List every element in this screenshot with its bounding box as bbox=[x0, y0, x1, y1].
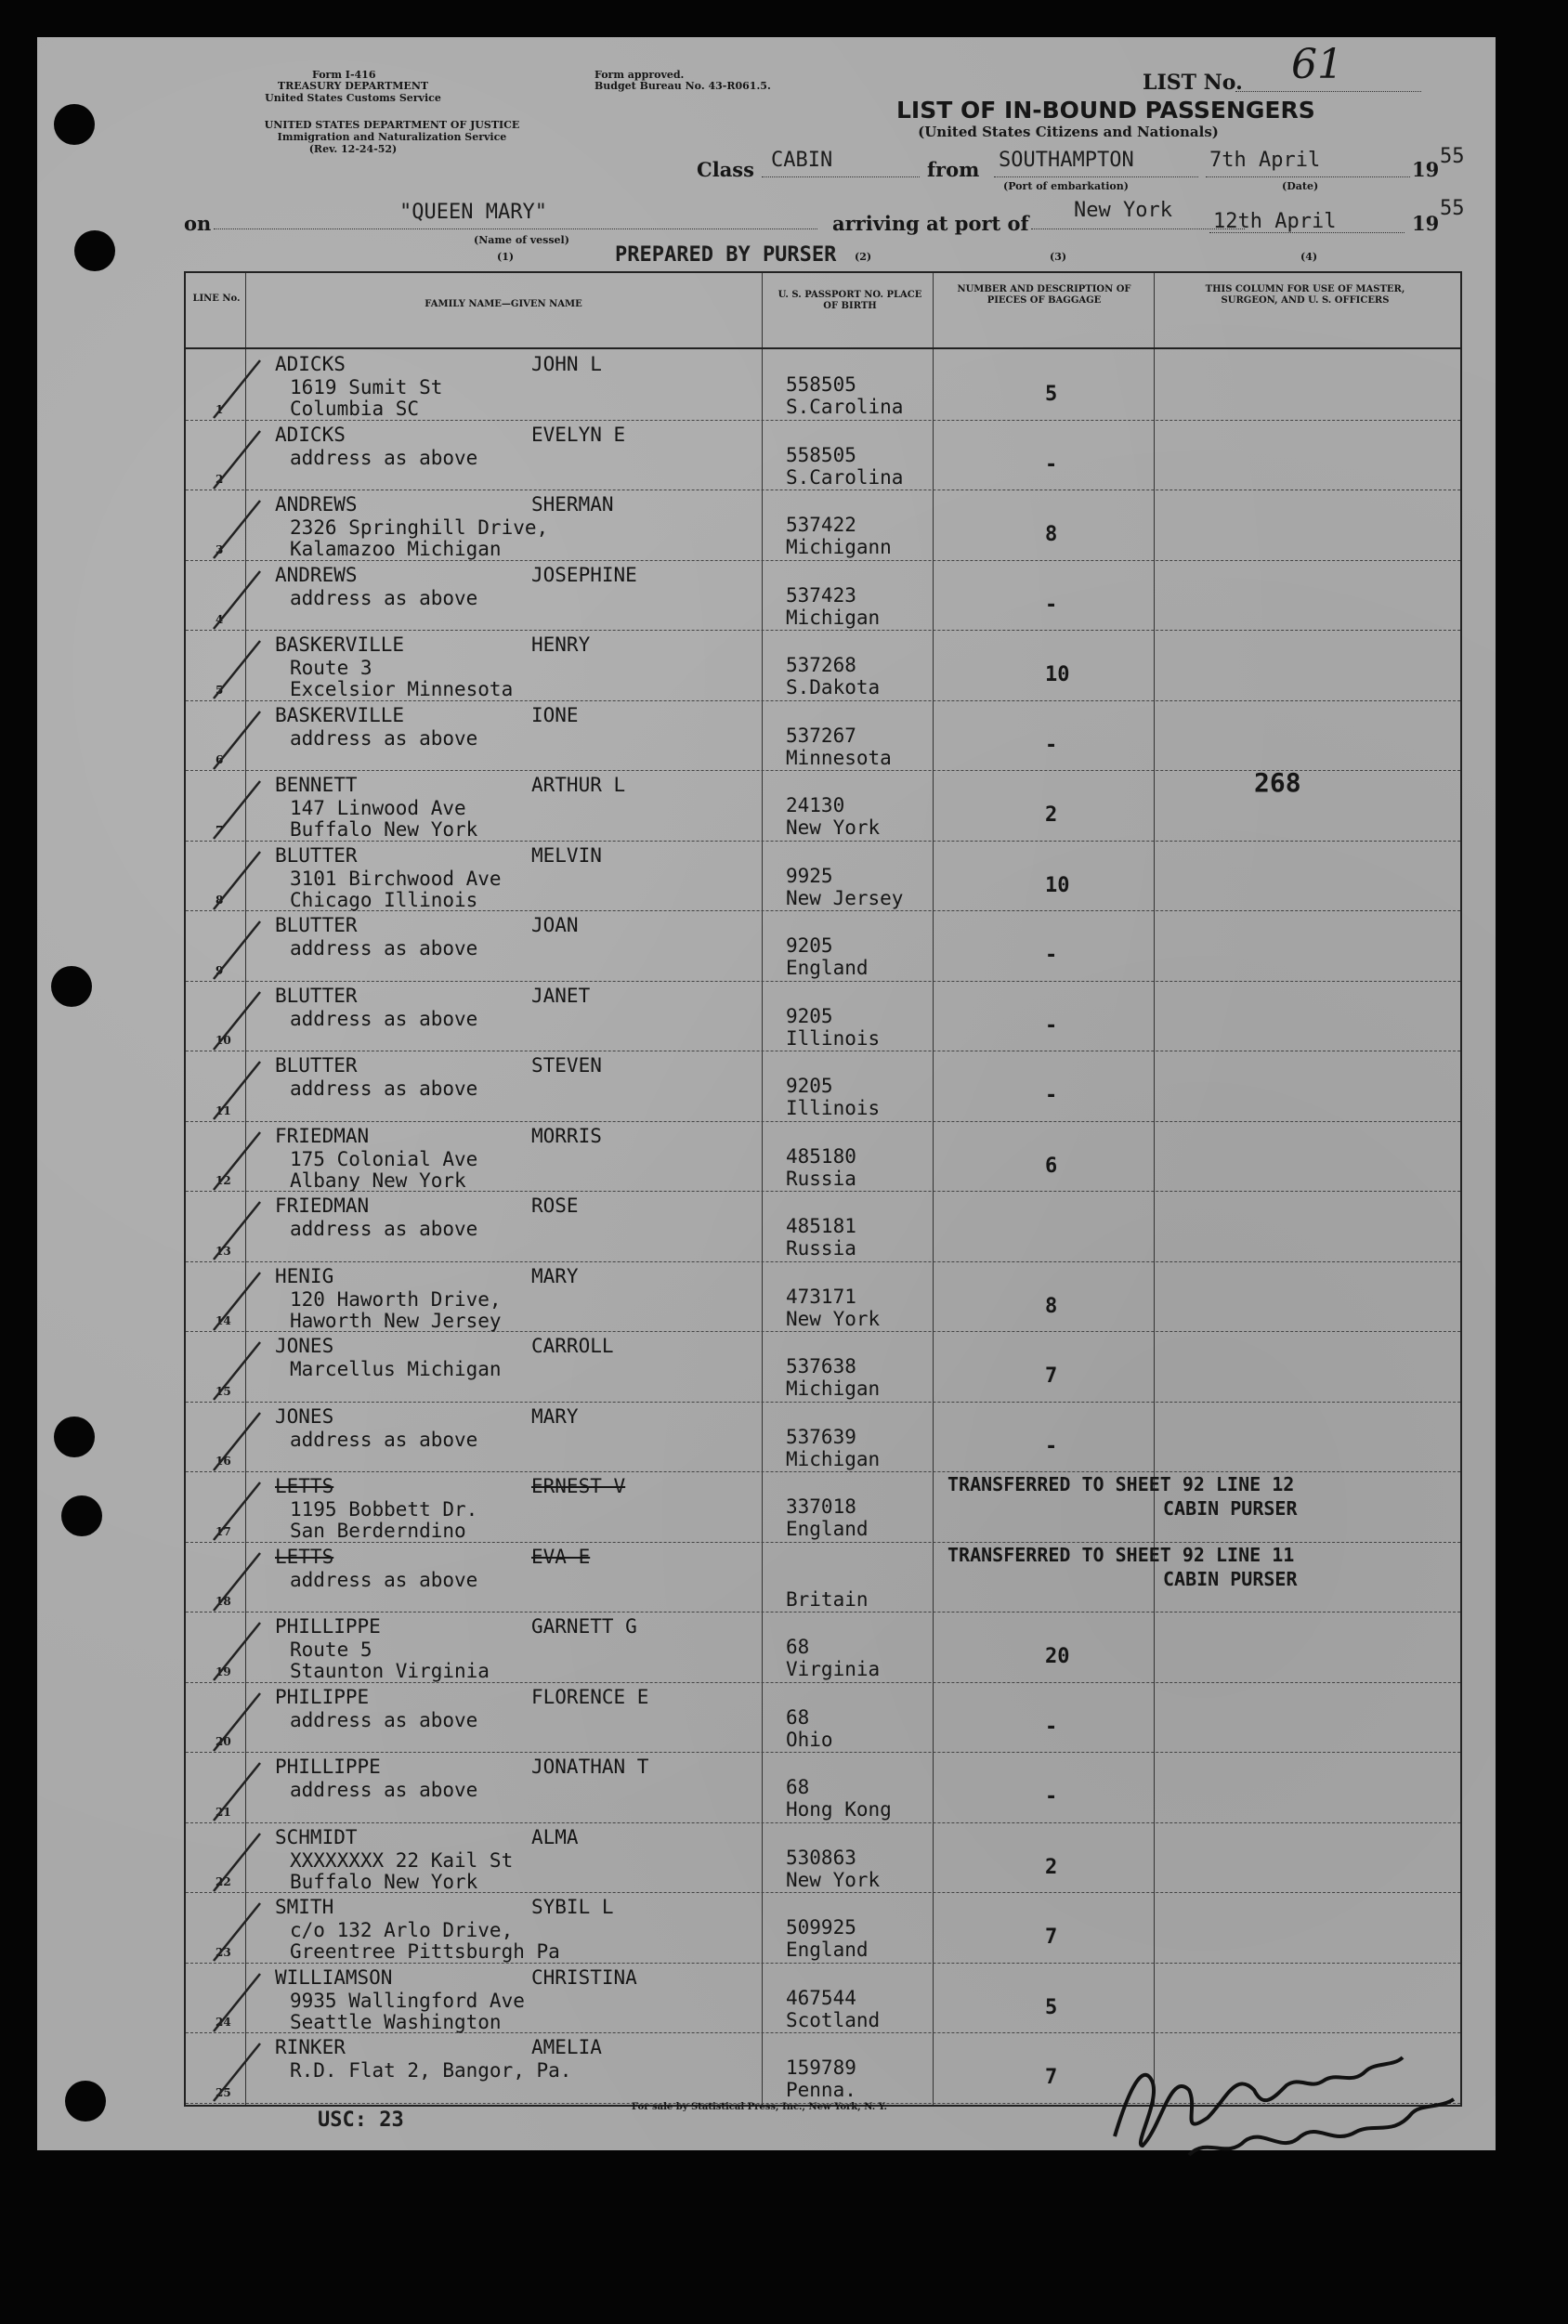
check-mark bbox=[195, 1475, 279, 1549]
baggage-count: - bbox=[1045, 733, 1058, 757]
given-name: ERNEST V bbox=[531, 1475, 626, 1497]
address-line-1: c/o 132 Arlo Drive, bbox=[290, 1919, 514, 1941]
line-number: 24 bbox=[216, 2016, 231, 2029]
passport-number: 337018 bbox=[786, 1495, 856, 1518]
family-name: WILLIAMSON bbox=[275, 1965, 393, 1989]
passport-number: 9205 bbox=[786, 934, 833, 957]
punch-hole bbox=[74, 230, 115, 271]
place-of-birth: Hong Kong bbox=[786, 1798, 892, 1821]
address-line-1: Marcellus Michigan bbox=[290, 1358, 502, 1380]
line-number: 2 bbox=[216, 473, 224, 486]
address-line-1: address as above bbox=[290, 1077, 478, 1100]
passenger-table bbox=[184, 271, 1462, 2107]
given-name: FLORENCE E bbox=[531, 1685, 649, 1708]
table-row bbox=[186, 1261, 1460, 1333]
check-mark bbox=[195, 2036, 279, 2110]
col-officers: THIS COLUMN FOR USE OF MASTER, SURGEON, AND U. S. OFFICERS bbox=[1205, 284, 1405, 306]
place-of-birth: Scotland bbox=[786, 2008, 881, 2031]
justice-dept: UNITED STATES DEPARTMENT OF JUSTICE bbox=[264, 119, 520, 131]
baggage-count: 8 bbox=[1045, 1294, 1058, 1318]
document-subtitle: (United States Citizens and Nationals) bbox=[918, 124, 1219, 140]
address-line-2: San Berderndino bbox=[290, 1520, 466, 1542]
given-name: MARY bbox=[531, 1404, 579, 1428]
class-value: CABIN bbox=[771, 149, 833, 172]
printer-credit: For sale by Statistical Press, Inc., New York, N. Y. bbox=[632, 2102, 887, 2112]
address-line-1: 3101 Birchwood Ave bbox=[290, 867, 502, 890]
address-line-1: address as above bbox=[290, 586, 478, 609]
vessel-label: (Name of vessel) bbox=[474, 234, 569, 246]
given-name: ARTHUR L bbox=[531, 774, 626, 796]
check-mark bbox=[195, 774, 279, 848]
line-number: 9 bbox=[216, 963, 224, 977]
address-line-1: address as above bbox=[290, 1568, 478, 1591]
passport-number: 509925 bbox=[786, 1916, 856, 1939]
baggage-count: 10 bbox=[1045, 663, 1070, 686]
passport-number: 530863 bbox=[786, 1846, 856, 1869]
check-mark bbox=[195, 1896, 279, 1970]
col-line-no: LINE No. bbox=[192, 294, 241, 304]
family-name: ANDREWS bbox=[275, 563, 358, 586]
line-number: 21 bbox=[216, 1805, 231, 1819]
punch-hole bbox=[51, 966, 92, 1007]
line-number: 4 bbox=[216, 613, 224, 626]
form-number: Form I-416 bbox=[312, 69, 376, 81]
address-line-2: Buffalo New York bbox=[290, 1870, 478, 1893]
place-of-birth: S.Carolina bbox=[786, 396, 904, 418]
given-name: MARY bbox=[531, 1264, 579, 1287]
given-name: AMELIA bbox=[531, 2036, 602, 2058]
family-name: BLUTTER bbox=[275, 914, 358, 936]
check-mark bbox=[195, 564, 279, 638]
place-of-birth: Britain bbox=[786, 1587, 869, 1611]
given-name: JOHN L bbox=[531, 353, 602, 375]
place-of-birth: Michigan bbox=[786, 1377, 881, 1400]
purser-note: CABIN PURSER bbox=[1163, 1567, 1298, 1590]
table-row bbox=[186, 767, 1460, 842]
address-line-2: Chicago Illinois bbox=[290, 888, 478, 911]
check-mark bbox=[195, 1335, 279, 1409]
table-row bbox=[186, 1051, 1460, 1122]
passport-number: 24130 bbox=[786, 794, 845, 816]
check-mark bbox=[195, 1615, 279, 1690]
address-line-2: Albany New York bbox=[290, 1169, 466, 1192]
family-name: BASKERVILLE bbox=[275, 703, 405, 726]
given-name: ROSE bbox=[531, 1195, 579, 1217]
passport-number: 467544 bbox=[786, 1986, 856, 2009]
family-name: PHILIPPE bbox=[275, 1685, 370, 1708]
baggage-count: - bbox=[1045, 1084, 1058, 1107]
passport-number: 473171 bbox=[786, 1285, 856, 1308]
table-row bbox=[186, 841, 1460, 912]
given-name: JONATHAN T bbox=[531, 1756, 649, 1778]
address-line-1: address as above bbox=[290, 726, 478, 750]
family-name: BLUTTER bbox=[275, 984, 358, 1007]
address-line-2: Excelsior Minnesota bbox=[290, 678, 514, 700]
passport-number: 537423 bbox=[786, 583, 856, 607]
date-label: (Date) bbox=[1282, 180, 1319, 192]
given-name: GARNETT G bbox=[531, 1615, 637, 1638]
check-mark bbox=[195, 914, 279, 988]
family-name: FRIEDMAN bbox=[275, 1195, 370, 1217]
baggage-count: 2 bbox=[1045, 1855, 1058, 1879]
check-mark bbox=[195, 633, 279, 708]
on-label: on bbox=[184, 212, 212, 235]
address-line-1: 9935 Wallingford Ave bbox=[290, 1989, 525, 2012]
family-name: JONES bbox=[275, 1404, 334, 1428]
given-name: IONE bbox=[531, 703, 579, 726]
baggage-count: 7 bbox=[1045, 1364, 1058, 1388]
baggage-count: - bbox=[1045, 1434, 1058, 1458]
address-line-1: address as above bbox=[290, 446, 478, 469]
check-mark bbox=[195, 1054, 279, 1129]
passport-number: 485181 bbox=[786, 1215, 856, 1237]
place-of-birth: Russia bbox=[786, 1237, 856, 1260]
year-value: 55 bbox=[1440, 145, 1465, 168]
given-name: JOAN bbox=[531, 914, 579, 936]
line-number: 13 bbox=[216, 1244, 231, 1258]
check-mark bbox=[195, 844, 279, 919]
place-of-birth: England bbox=[786, 957, 869, 979]
treasury-dept: TREASURY DEPARTMENT bbox=[277, 80, 429, 92]
table-row bbox=[186, 910, 1460, 982]
table-row bbox=[186, 490, 1460, 561]
address-line-1: address as above bbox=[290, 1428, 478, 1451]
given-name: JOSEPHINE bbox=[531, 563, 637, 586]
arrival-year-prefix: 19 bbox=[1412, 212, 1440, 235]
check-mark bbox=[195, 1405, 279, 1480]
arrival-year: 55 bbox=[1440, 197, 1465, 220]
family-name: ADICKS bbox=[275, 423, 346, 446]
list-no-label: LIST No. bbox=[1143, 71, 1243, 95]
place-of-birth: Russia bbox=[786, 1167, 856, 1190]
punch-hole bbox=[61, 1495, 102, 1536]
given-name: HENRY bbox=[531, 633, 591, 656]
family-name: ADICKS bbox=[275, 353, 346, 375]
punch-hole bbox=[54, 104, 95, 145]
from-line bbox=[994, 176, 1198, 177]
address-line-2: Greentree Pittsburgh Pa bbox=[290, 1940, 560, 1963]
given-name: EVELYN E bbox=[531, 423, 626, 446]
baggage-count: 20 bbox=[1045, 1645, 1070, 1668]
address-line-1: Route 5 bbox=[290, 1639, 372, 1661]
table-row bbox=[186, 1402, 1460, 1473]
check-mark bbox=[195, 1125, 279, 1199]
check-mark bbox=[195, 1826, 279, 1900]
vessel-line bbox=[214, 228, 817, 229]
family-name: LETTS bbox=[275, 1545, 334, 1568]
officer-note: TRANSFERRED TO SHEET 92 LINE 12 bbox=[947, 1473, 1295, 1495]
baggage-count: - bbox=[1045, 944, 1058, 967]
family-name: BENNETT bbox=[275, 774, 358, 796]
place-of-birth: England bbox=[786, 1518, 869, 1540]
address-line-2: Buffalo New York bbox=[290, 818, 478, 841]
family-name: PHILLIPPE bbox=[275, 1615, 381, 1638]
place-of-birth: England bbox=[786, 1939, 869, 1961]
check-mark bbox=[195, 985, 279, 1059]
line-number: 3 bbox=[216, 542, 224, 556]
col-baggage: NUMBER AND DESCRIPTION OF PIECES OF BAGGAGE bbox=[957, 284, 1131, 306]
baggage-count: 2 bbox=[1045, 803, 1058, 827]
check-mark bbox=[195, 424, 279, 498]
place-of-birth: Penna. bbox=[786, 2079, 856, 2101]
passport-number: 537639 bbox=[786, 1425, 856, 1448]
line-number: 1 bbox=[216, 402, 224, 416]
col-num-4: (4) bbox=[1300, 251, 1318, 263]
usc-count: USC: 23 bbox=[318, 2109, 404, 2132]
given-name: ALMA bbox=[531, 1825, 579, 1848]
table-row bbox=[186, 1542, 1460, 1613]
passport-number: 537268 bbox=[786, 654, 856, 676]
family-name: SCHMIDT bbox=[275, 1825, 358, 1848]
col-num-2: (2) bbox=[855, 251, 872, 263]
passport-number: 537638 bbox=[786, 1355, 856, 1377]
check-mark bbox=[195, 1966, 279, 2041]
given-name: STEVEN bbox=[531, 1054, 602, 1077]
check-mark bbox=[195, 1756, 279, 1830]
line-number: 6 bbox=[216, 753, 224, 766]
passport-number: 537422 bbox=[786, 514, 856, 536]
line-number: 25 bbox=[216, 2085, 231, 2099]
baggage-count: - bbox=[1045, 1715, 1058, 1739]
class-line bbox=[762, 176, 920, 177]
table-row bbox=[186, 1752, 1460, 1823]
family-name: FRIEDMAN bbox=[275, 1124, 370, 1147]
passport-number: 558505 bbox=[786, 373, 856, 396]
table-row bbox=[186, 1121, 1460, 1193]
place-of-birth: Minnesota bbox=[786, 746, 892, 769]
col-family-name: FAMILY NAME—GIVEN NAME bbox=[425, 299, 582, 309]
officer-signature bbox=[1087, 2034, 1477, 2174]
baggage-count: 6 bbox=[1045, 1154, 1058, 1178]
date-line bbox=[1206, 176, 1410, 177]
address-line-1: 120 Haworth Drive, bbox=[290, 1287, 502, 1311]
family-name: BLUTTER bbox=[275, 843, 358, 867]
address-line-1: 175 Colonial Ave bbox=[290, 1147, 478, 1170]
list-no-line bbox=[1235, 91, 1421, 92]
family-name: BLUTTER bbox=[275, 1054, 358, 1077]
family-name: ANDREWS bbox=[275, 493, 358, 516]
port-embark-label: (Port of embarkation) bbox=[1003, 180, 1129, 192]
budget-bureau: Budget Bureau No. 43-R061.5. bbox=[595, 80, 771, 92]
address-line-1: 1619 Sumit St bbox=[290, 376, 443, 398]
address-line-1: 147 Linwood Ave bbox=[290, 797, 466, 819]
check-mark bbox=[195, 1546, 279, 1620]
arrival-port: New York bbox=[1074, 199, 1172, 222]
place-of-birth: Michigan bbox=[786, 1447, 881, 1470]
place-of-birth: Illinois bbox=[786, 1026, 881, 1050]
table-row bbox=[186, 981, 1460, 1052]
family-name: HENIG bbox=[275, 1264, 334, 1287]
table-row bbox=[186, 700, 1460, 772]
place-of-birth: Michigan bbox=[786, 606, 881, 629]
line-number: 15 bbox=[216, 1384, 231, 1398]
line-number: 22 bbox=[216, 1875, 231, 1888]
vessel-col-num: (1) bbox=[497, 251, 515, 263]
address-line-2: Haworth New Jersey bbox=[290, 1309, 502, 1332]
baggage-count: 5 bbox=[1045, 1995, 1058, 2019]
line-number: 5 bbox=[216, 683, 224, 697]
place-of-birth: New York bbox=[786, 1868, 881, 1891]
arrival-date-line bbox=[1209, 232, 1405, 233]
check-mark bbox=[195, 493, 279, 568]
col-num-3: (3) bbox=[1050, 251, 1067, 263]
document-title: LIST OF IN-BOUND PASSENGERS bbox=[896, 97, 1315, 124]
table-row bbox=[186, 1331, 1460, 1403]
table-row bbox=[186, 349, 1460, 421]
table-row bbox=[186, 1191, 1460, 1262]
table-row bbox=[186, 1612, 1460, 1683]
class-label: Class bbox=[697, 158, 754, 181]
family-name: JONES bbox=[275, 1335, 334, 1357]
line-number: 11 bbox=[216, 1103, 231, 1117]
given-name: SYBIL L bbox=[531, 1896, 614, 1918]
address-line-1: Route 3 bbox=[290, 657, 372, 679]
passport-number: 68 bbox=[786, 1636, 810, 1658]
ins-service: Immigration and Naturalization Service bbox=[277, 131, 507, 143]
line-number: 23 bbox=[216, 1945, 231, 1959]
check-mark bbox=[195, 1195, 279, 1269]
passport-number: 159789 bbox=[786, 2056, 856, 2079]
address-line-1: address as above bbox=[290, 937, 478, 960]
given-name: MORRIS bbox=[531, 1124, 602, 1147]
arriving-label: arriving at port of bbox=[832, 212, 1029, 235]
place-of-birth: S.Dakota bbox=[786, 676, 881, 699]
line-number: 10 bbox=[216, 1034, 231, 1047]
line-number: 7 bbox=[216, 823, 224, 837]
year-prefix: 19 bbox=[1412, 158, 1440, 181]
purser-note: CABIN PURSER bbox=[1163, 1497, 1298, 1520]
place-of-birth: New York bbox=[786, 1307, 881, 1330]
customs-service: United States Customs Service bbox=[265, 92, 441, 104]
given-name: JANET bbox=[531, 984, 591, 1007]
place-of-birth: Michigann bbox=[786, 536, 892, 558]
from-value: SOUTHAMPTON bbox=[999, 149, 1134, 172]
baggage-count: 8 bbox=[1045, 523, 1058, 546]
line-number: 20 bbox=[216, 1735, 231, 1748]
from-label: from bbox=[927, 158, 980, 181]
check-mark bbox=[195, 1686, 279, 1760]
officer-note: TRANSFERRED TO SHEET 92 LINE 11 bbox=[947, 1543, 1295, 1566]
revision: (Rev. 12-24-52) bbox=[308, 143, 398, 155]
line-number: 14 bbox=[216, 1314, 231, 1327]
given-name: CHRISTINA bbox=[531, 1965, 637, 1989]
address-line-1: XXXXXXXX 22 Kail St bbox=[290, 1848, 514, 1872]
line-number: 12 bbox=[216, 1174, 231, 1187]
table-row bbox=[186, 560, 1460, 632]
check-mark bbox=[195, 353, 279, 427]
table-row bbox=[186, 420, 1460, 491]
form-approved: Form approved. bbox=[595, 69, 685, 81]
place-of-birth: Virginia bbox=[786, 1658, 881, 1680]
baggage-count: 7 bbox=[1045, 2066, 1058, 2089]
family-name: PHILLIPPE bbox=[275, 1756, 381, 1778]
line-number: 17 bbox=[216, 1524, 231, 1538]
line-number: 16 bbox=[216, 1455, 231, 1468]
baggage-count: - bbox=[1045, 1785, 1058, 1808]
baggage-count: - bbox=[1045, 452, 1058, 477]
address-line-1: 1195 Bobbett Dr. bbox=[290, 1498, 478, 1521]
passport-number: 68 bbox=[786, 1705, 810, 1729]
baggage-count: 5 bbox=[1045, 383, 1058, 406]
line-number: 19 bbox=[216, 1665, 231, 1678]
place-of-birth: New Jersey bbox=[786, 886, 904, 909]
address-line-2: Seattle Washington bbox=[290, 2010, 502, 2033]
given-name: EVA E bbox=[531, 1545, 591, 1568]
check-mark bbox=[195, 704, 279, 778]
address-line-1: address as above bbox=[290, 1779, 478, 1801]
place-of-birth: Ohio bbox=[786, 1728, 833, 1751]
check-mark bbox=[195, 1265, 279, 1339]
family-name: RINKER bbox=[275, 2036, 346, 2058]
date-value: 7th April bbox=[1209, 149, 1321, 172]
given-name: SHERMAN bbox=[531, 493, 614, 516]
address-line-1: address as above bbox=[290, 1708, 478, 1731]
table-row bbox=[186, 1963, 1460, 2034]
punch-hole bbox=[54, 1417, 95, 1457]
baggage-count: 7 bbox=[1045, 1926, 1058, 1949]
address-line-2: Columbia SC bbox=[290, 398, 420, 420]
place-of-birth: Illinois bbox=[786, 1097, 881, 1119]
place-of-birth: New York bbox=[786, 816, 881, 839]
table-row bbox=[186, 1682, 1460, 1754]
vessel-name: "QUEEN MARY" bbox=[399, 201, 547, 224]
passport-number: 68 bbox=[786, 1776, 810, 1798]
family-name: LETTS bbox=[275, 1475, 334, 1497]
passport-number: 537267 bbox=[786, 724, 856, 747]
baggage-count: 10 bbox=[1045, 873, 1070, 897]
punch-hole bbox=[65, 2081, 106, 2122]
given-name: CARROLL bbox=[531, 1335, 614, 1357]
table-row bbox=[186, 630, 1460, 701]
baggage-count: - bbox=[1045, 1013, 1058, 1038]
passport-number: 9205 bbox=[786, 1075, 833, 1097]
passport-number: 9925 bbox=[786, 864, 833, 887]
family-name: SMITH bbox=[275, 1896, 334, 1918]
manifest-page bbox=[37, 37, 1496, 2150]
passport-number: 9205 bbox=[786, 1004, 833, 1027]
address-line-1: R.D. Flat 2, Bangor, Pa. bbox=[290, 2059, 572, 2082]
baggage-count: - bbox=[1045, 593, 1058, 617]
list-no-value: 61 bbox=[1291, 41, 1343, 88]
address-line-1: 2326 Springhill Drive, bbox=[290, 516, 549, 539]
passport-number: 485180 bbox=[786, 1144, 856, 1168]
passport-number: 558505 bbox=[786, 443, 856, 466]
place-of-birth: S.Carolina bbox=[786, 465, 904, 489]
family-name: BASKERVILLE bbox=[275, 633, 405, 656]
address-line-1: address as above bbox=[290, 1218, 478, 1240]
table-row bbox=[186, 1471, 1460, 1543]
table-row bbox=[186, 1822, 1460, 1894]
line-number: 18 bbox=[216, 1595, 231, 1608]
address-line-1: address as above bbox=[290, 1007, 478, 1030]
col-passport: U. S. PASSPORT NO. PLACE OF BIRTH bbox=[777, 290, 922, 311]
prepared-by: PREPARED BY PURSER bbox=[615, 243, 837, 267]
line-number: 8 bbox=[216, 894, 224, 907]
table-row bbox=[186, 1892, 1460, 1964]
arrival-date: 12th April bbox=[1213, 210, 1337, 233]
given-name: MELVIN bbox=[531, 843, 602, 867]
address-line-2: Kalamazoo Michigan bbox=[290, 538, 502, 560]
officer-note: 268 bbox=[1254, 767, 1301, 798]
address-line-2: Staunton Virginia bbox=[290, 1660, 490, 1682]
